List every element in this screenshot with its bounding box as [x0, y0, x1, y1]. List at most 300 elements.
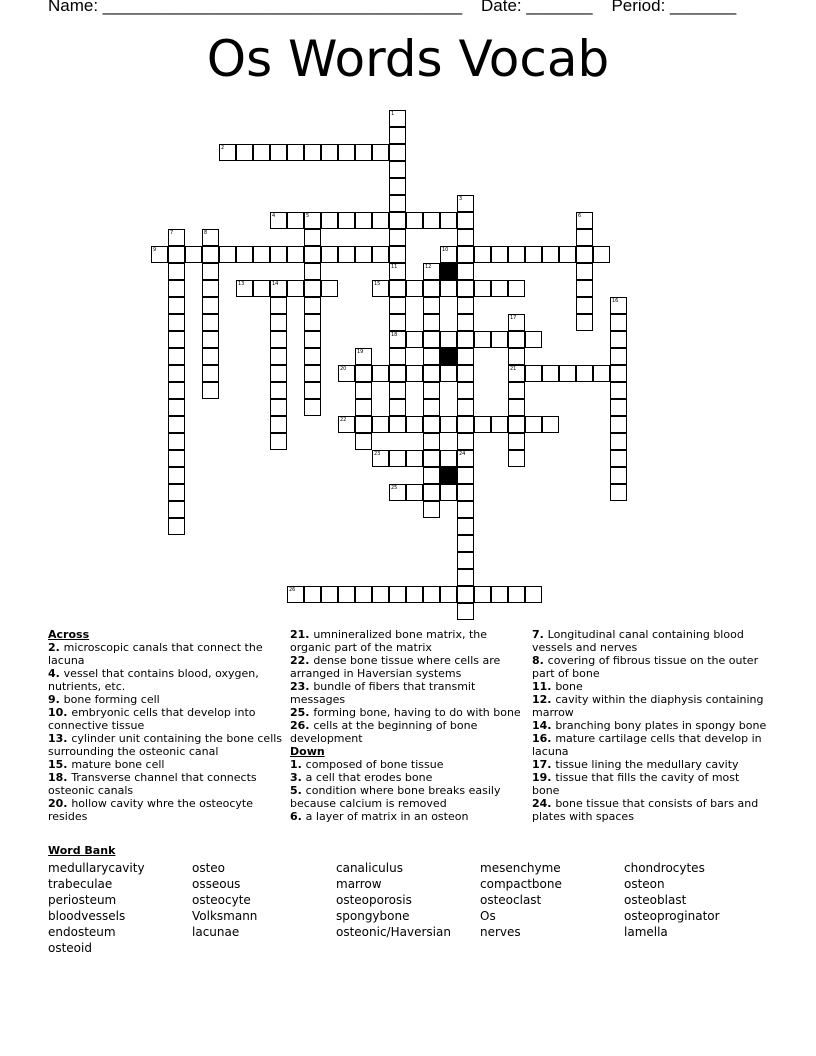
- clue-number: 12: [425, 264, 432, 270]
- crossword-cell[interactable]: [508, 399, 525, 416]
- crossword-cell[interactable]: [457, 263, 474, 280]
- crossword-cell[interactable]: [168, 518, 185, 535]
- clue-number: 11: [391, 264, 398, 270]
- crossword-cell[interactable]: [270, 348, 287, 365]
- crossword-cell[interactable]: [202, 263, 219, 280]
- crossword-cell[interactable]: [236, 280, 253, 297]
- word-bank-item: osteoblast: [624, 893, 687, 907]
- period-field[interactable]: Period: _______: [611, 0, 737, 15]
- crossword-cell[interactable]: [338, 586, 355, 603]
- crossword-cell[interactable]: [304, 382, 321, 399]
- clue-num: 9.: [48, 693, 64, 706]
- crossword-cell[interactable]: [270, 314, 287, 331]
- crossword-cell[interactable]: [389, 382, 406, 399]
- crossword-cell[interactable]: [236, 246, 253, 263]
- crossword-cell[interactable]: [389, 161, 406, 178]
- crossword-cell[interactable]: [372, 586, 389, 603]
- crossword-cell[interactable]: [457, 501, 474, 518]
- crossword-cell[interactable]: [321, 586, 338, 603]
- crossword-cell[interactable]: [355, 246, 372, 263]
- clue-num: 15.: [48, 758, 72, 771]
- blocked-cell: [440, 467, 457, 484]
- crossword-cell[interactable]: [287, 144, 304, 161]
- clue-text: bone: [555, 680, 583, 693]
- crossword-cell[interactable]: [474, 586, 491, 603]
- crossword-cell[interactable]: [457, 348, 474, 365]
- crossword-cell[interactable]: [457, 569, 474, 586]
- crossword-cell[interactable]: [355, 365, 372, 382]
- crossword-cell[interactable]: [508, 348, 525, 365]
- crossword-cell[interactable]: [304, 297, 321, 314]
- crossword-cell[interactable]: [168, 382, 185, 399]
- word-bank-item: osseous: [192, 877, 241, 891]
- crossword-cell[interactable]: [423, 263, 440, 280]
- crossword-cell[interactable]: [406, 484, 423, 501]
- crossword-cell[interactable]: [389, 212, 406, 229]
- word-bank-item: Os: [480, 909, 496, 923]
- crossword-cell[interactable]: [168, 501, 185, 518]
- crossword-cell[interactable]: [168, 280, 185, 297]
- crossword-cell[interactable]: [457, 314, 474, 331]
- crossword-cell[interactable]: [168, 416, 185, 433]
- crossword-cell[interactable]: [423, 484, 440, 501]
- crossword-cell[interactable]: [457, 365, 474, 382]
- crossword-cell[interactable]: [474, 246, 491, 263]
- word-bank-item: osteoclast: [480, 893, 542, 907]
- crossword-cell[interactable]: [576, 314, 593, 331]
- word-bank-item: compactbone: [480, 877, 562, 891]
- crossword-cell[interactable]: [457, 382, 474, 399]
- crossword-cell[interactable]: [321, 280, 338, 297]
- crossword-cell[interactable]: [423, 450, 440, 467]
- clue: [290, 810, 526, 823]
- crossword-cell[interactable]: [593, 365, 610, 382]
- clue-number: 9: [153, 247, 157, 253]
- crossword-cell[interactable]: [457, 467, 474, 484]
- crossword-cell[interactable]: [253, 144, 270, 161]
- crossword-cell[interactable]: [168, 331, 185, 348]
- crossword-cell[interactable]: [270, 365, 287, 382]
- crossword-cell[interactable]: [389, 586, 406, 603]
- crossword-cell[interactable]: [457, 229, 474, 246]
- crossword-cell[interactable]: [389, 144, 406, 161]
- crossword-cell[interactable]: [304, 314, 321, 331]
- crossword-cell[interactable]: [457, 433, 474, 450]
- crossword-cell[interactable]: [610, 382, 627, 399]
- crossword-cell[interactable]: [168, 246, 185, 263]
- crossword-cell[interactable]: [355, 212, 372, 229]
- crossword-cell[interactable]: [508, 382, 525, 399]
- crossword-cell[interactable]: [508, 331, 525, 348]
- crossword-cell[interactable]: [372, 416, 389, 433]
- crossword-cell[interactable]: [576, 212, 593, 229]
- crossword-cell[interactable]: [474, 416, 491, 433]
- crossword-cell[interactable]: [389, 348, 406, 365]
- crossword-cell[interactable]: [389, 229, 406, 246]
- crossword-cell[interactable]: [389, 416, 406, 433]
- crossword-cell[interactable]: [593, 246, 610, 263]
- crossword-cell[interactable]: [287, 586, 304, 603]
- crossword-cell[interactable]: [457, 331, 474, 348]
- crossword-cell[interactable]: [304, 586, 321, 603]
- crossword-cell[interactable]: [202, 348, 219, 365]
- word-bank-item: osteocyte: [192, 893, 251, 907]
- crossword-cell[interactable]: [474, 280, 491, 297]
- crossword-cell[interactable]: [219, 246, 236, 263]
- crossword-cell[interactable]: [491, 416, 508, 433]
- clue-number: 22: [340, 417, 347, 423]
- crossword-cell[interactable]: [457, 297, 474, 314]
- crossword-cell[interactable]: [304, 331, 321, 348]
- crossword-cell[interactable]: [457, 416, 474, 433]
- crossword-cell[interactable]: [440, 365, 457, 382]
- crossword-cell[interactable]: [508, 450, 525, 467]
- crossword-cell[interactable]: [525, 416, 542, 433]
- crossword-cell[interactable]: [423, 467, 440, 484]
- crossword-cell[interactable]: [287, 212, 304, 229]
- crossword-cell[interactable]: [542, 365, 559, 382]
- crossword-cell[interactable]: [457, 484, 474, 501]
- crossword-cell[interactable]: [576, 365, 593, 382]
- clue-num: 11.: [532, 680, 556, 693]
- clue-text: forming bone, having to do with bone: [313, 706, 521, 719]
- clue-num: 10.: [48, 706, 72, 719]
- crossword-cell[interactable]: [508, 246, 525, 263]
- crossword-cell[interactable]: [202, 297, 219, 314]
- crossword-cell[interactable]: [474, 331, 491, 348]
- crossword-cell[interactable]: [610, 450, 627, 467]
- crossword-cell[interactable]: [406, 416, 423, 433]
- crossword-cell[interactable]: [508, 314, 525, 331]
- crossword-cell[interactable]: [406, 450, 423, 467]
- crossword-cell[interactable]: [389, 331, 406, 348]
- crossword-cell[interactable]: [304, 280, 321, 297]
- crossword-cell[interactable]: [287, 280, 304, 297]
- crossword-cell[interactable]: [270, 297, 287, 314]
- crossword-cell[interactable]: [355, 144, 372, 161]
- clue-num: 22.: [290, 654, 314, 667]
- crossword-cell[interactable]: [304, 399, 321, 416]
- clue: [48, 667, 284, 693]
- crossword-cell[interactable]: [610, 467, 627, 484]
- crossword-cell[interactable]: [304, 229, 321, 246]
- word-bank-item: endosteum: [48, 925, 116, 939]
- clue-num: 20.: [48, 797, 72, 810]
- crossword-cell[interactable]: [440, 416, 457, 433]
- crossword-cell[interactable]: [457, 212, 474, 229]
- crossword-cell[interactable]: [491, 280, 508, 297]
- crossword-cell[interactable]: [389, 246, 406, 263]
- crossword-cell[interactable]: [202, 229, 219, 246]
- crossword-cell[interactable]: [372, 365, 389, 382]
- crossword-cell[interactable]: [457, 535, 474, 552]
- crossword-cell[interactable]: [491, 331, 508, 348]
- crossword-cell[interactable]: [253, 246, 270, 263]
- crossword-cell[interactable]: [457, 603, 474, 620]
- clue-text: vessel that contains blood, oxygen, nutrients, etc.: [48, 667, 259, 693]
- crossword-cell[interactable]: [423, 297, 440, 314]
- clue-text: microscopic canals that connect the lacuna: [48, 641, 263, 667]
- crossword-cell[interactable]: [389, 110, 406, 127]
- crossword-cell[interactable]: [151, 246, 168, 263]
- clue-number: 5: [306, 213, 310, 219]
- crossword-cell[interactable]: [321, 144, 338, 161]
- crossword-cell[interactable]: [525, 586, 542, 603]
- crossword-cell[interactable]: [406, 212, 423, 229]
- crossword-cell[interactable]: [508, 365, 525, 382]
- crossword-cell[interactable]: [610, 348, 627, 365]
- clue-number: 10: [442, 247, 449, 253]
- crossword-cell[interactable]: [168, 314, 185, 331]
- crossword-cell[interactable]: [423, 382, 440, 399]
- crossword-cell[interactable]: [202, 314, 219, 331]
- crossword-cell[interactable]: [610, 331, 627, 348]
- crossword-cell[interactable]: [457, 246, 474, 263]
- clue-number: 20: [340, 366, 347, 372]
- name-field[interactable]: Name: ______________________________________: [48, 0, 463, 15]
- crossword-cell[interactable]: [457, 195, 474, 212]
- crossword-cell[interactable]: [525, 246, 542, 263]
- crossword-cell[interactable]: [542, 246, 559, 263]
- crossword-cell[interactable]: [508, 433, 525, 450]
- crossword-cell[interactable]: [406, 365, 423, 382]
- crossword-cell[interactable]: [423, 501, 440, 518]
- crossword-cell[interactable]: [168, 450, 185, 467]
- crossword-cell[interactable]: [508, 416, 525, 433]
- crossword-cell[interactable]: [338, 212, 355, 229]
- crossword-cell[interactable]: [406, 331, 423, 348]
- crossword-cell[interactable]: [423, 586, 440, 603]
- crossword-cell[interactable]: [440, 280, 457, 297]
- crossword-cell[interactable]: [457, 450, 474, 467]
- crossword-cell[interactable]: [389, 263, 406, 280]
- clue-number: 17: [510, 315, 517, 321]
- crossword-cell[interactable]: [202, 382, 219, 399]
- crossword-cell[interactable]: [304, 263, 321, 280]
- clue-text: a layer of matrix in an osteon: [305, 810, 469, 823]
- crossword-cell[interactable]: [508, 586, 525, 603]
- crossword-cell[interactable]: [525, 365, 542, 382]
- word-bank-item: mesenchyme: [480, 861, 561, 875]
- clue-num: 14.: [532, 719, 556, 732]
- crossword-cell[interactable]: [389, 314, 406, 331]
- crossword-cell[interactable]: [355, 399, 372, 416]
- crossword-cell[interactable]: [304, 144, 321, 161]
- crossword-cell[interactable]: [389, 127, 406, 144]
- crossword-cell[interactable]: [576, 280, 593, 297]
- crossword-cell[interactable]: [270, 399, 287, 416]
- crossword-cell[interactable]: [338, 246, 355, 263]
- crossword-cell[interactable]: [168, 467, 185, 484]
- crossword-cell[interactable]: [338, 144, 355, 161]
- crossword-cell[interactable]: [389, 195, 406, 212]
- clue: [532, 680, 768, 693]
- clue: [48, 706, 284, 732]
- crossword-cell[interactable]: [202, 365, 219, 382]
- word-bank-item: osteonic/Haversian: [336, 925, 451, 939]
- crossword-cell[interactable]: [270, 212, 287, 229]
- crossword-cell[interactable]: [372, 280, 389, 297]
- crossword-cell[interactable]: [440, 484, 457, 501]
- crossword-cell[interactable]: [423, 212, 440, 229]
- crossword-cell[interactable]: [168, 399, 185, 416]
- crossword-cell[interactable]: [576, 246, 593, 263]
- clue-number: 14: [272, 281, 279, 287]
- crossword-cell[interactable]: [355, 382, 372, 399]
- word-bank-item: osteon: [624, 877, 665, 891]
- clue: [290, 654, 526, 680]
- clue: [532, 693, 768, 719]
- crossword-cell[interactable]: [168, 433, 185, 450]
- crossword-cell[interactable]: [610, 314, 627, 331]
- crossword-cell[interactable]: [372, 144, 389, 161]
- crossword-cell[interactable]: [168, 365, 185, 382]
- crossword-cell[interactable]: [423, 280, 440, 297]
- crossword-cell[interactable]: [610, 365, 627, 382]
- crossword-cell[interactable]: [253, 280, 270, 297]
- crossword-cell[interactable]: [355, 348, 372, 365]
- crossword-cell[interactable]: [440, 331, 457, 348]
- crossword-cell[interactable]: [355, 586, 372, 603]
- clue-number: 3: [459, 196, 463, 202]
- clue-number: 23: [374, 451, 381, 457]
- word-bank-item: canaliculus: [336, 861, 403, 875]
- crossword-cell[interactable]: [168, 297, 185, 314]
- crossword-cell[interactable]: [389, 297, 406, 314]
- clue: [290, 771, 526, 784]
- crossword-cell[interactable]: [304, 365, 321, 382]
- crossword-cell[interactable]: [389, 365, 406, 382]
- crossword-cell[interactable]: [168, 229, 185, 246]
- clues-column-3: [532, 628, 768, 823]
- crossword-cell[interactable]: [270, 433, 287, 450]
- crossword-cell[interactable]: [270, 416, 287, 433]
- crossword-cell[interactable]: [270, 144, 287, 161]
- crossword-cell[interactable]: [423, 314, 440, 331]
- crossword-cell[interactable]: [508, 280, 525, 297]
- clue-num: 8.: [532, 654, 548, 667]
- clue-number: 6: [578, 213, 582, 219]
- clue-number: 18: [391, 332, 398, 338]
- crossword-cell[interactable]: [576, 297, 593, 314]
- crossword-cell[interactable]: [355, 433, 372, 450]
- crossword-cell[interactable]: [236, 144, 253, 161]
- crossword-cell[interactable]: [491, 246, 508, 263]
- clue-text: mature cartilage cells that develop in lacuna: [532, 732, 762, 758]
- crossword-cell[interactable]: [389, 484, 406, 501]
- crossword-cell[interactable]: [576, 229, 593, 246]
- crossword-cell[interactable]: [389, 399, 406, 416]
- crossword-cell[interactable]: [270, 331, 287, 348]
- crossword-cell[interactable]: [423, 331, 440, 348]
- crossword-cell[interactable]: [389, 280, 406, 297]
- clue-num: 7.: [532, 628, 548, 641]
- crossword-cell[interactable]: [287, 246, 304, 263]
- crossword-cell[interactable]: [406, 586, 423, 603]
- crossword-cell[interactable]: [457, 518, 474, 535]
- crossword-cell[interactable]: [372, 212, 389, 229]
- clue-number: 8: [204, 230, 208, 236]
- crossword-cell[interactable]: [525, 331, 542, 348]
- crossword-cell[interactable]: [202, 246, 219, 263]
- clue-num: 3.: [290, 771, 306, 784]
- crossword-cell[interactable]: [304, 212, 321, 229]
- crossword-cell[interactable]: [406, 280, 423, 297]
- crossword-cell[interactable]: [559, 365, 576, 382]
- crossword-cell[interactable]: [423, 433, 440, 450]
- crossword-cell[interactable]: [270, 246, 287, 263]
- crossword-cell[interactable]: [304, 246, 321, 263]
- crossword-cell[interactable]: [270, 382, 287, 399]
- crossword-cell[interactable]: [185, 246, 202, 263]
- crossword-cell[interactable]: [542, 416, 559, 433]
- crossword-cell[interactable]: [202, 280, 219, 297]
- date-field[interactable]: Date: _______: [480, 0, 593, 15]
- crossword-cell[interactable]: [440, 586, 457, 603]
- crossword-cell[interactable]: [576, 263, 593, 280]
- clue: [532, 732, 768, 758]
- crossword-cell[interactable]: [202, 331, 219, 348]
- crossword-cell[interactable]: [440, 212, 457, 229]
- clue-text: composed of bone tissue: [305, 758, 444, 771]
- clue-number: 21: [510, 366, 517, 372]
- crossword-cell[interactable]: [440, 450, 457, 467]
- crossword-cell[interactable]: [423, 365, 440, 382]
- crossword-cell[interactable]: [168, 348, 185, 365]
- crossword-cell[interactable]: [338, 416, 355, 433]
- crossword-cell[interactable]: [440, 246, 457, 263]
- crossword-cell[interactable]: [304, 348, 321, 365]
- word-bank-item: chondrocytes: [624, 861, 705, 875]
- crossword-cell[interactable]: [389, 178, 406, 195]
- crossword-cell[interactable]: [423, 416, 440, 433]
- crossword-cell[interactable]: [457, 552, 474, 569]
- crossword-cell[interactable]: [610, 399, 627, 416]
- crossword-cell[interactable]: [423, 399, 440, 416]
- crossword-cell[interactable]: [610, 484, 627, 501]
- crossword-cell[interactable]: [491, 586, 508, 603]
- crossword-cell[interactable]: [168, 484, 185, 501]
- clue: [532, 628, 768, 654]
- crossword-cell[interactable]: [372, 450, 389, 467]
- crossword-cell[interactable]: [610, 433, 627, 450]
- crossword-cell[interactable]: [559, 246, 576, 263]
- crossword-cell[interactable]: [355, 416, 372, 433]
- crossword-cell[interactable]: [270, 280, 287, 297]
- clue-num: 4.: [48, 667, 64, 680]
- clue-text: hollow cavity whre the osteocyte resides: [48, 797, 254, 823]
- crossword-cell[interactable]: [338, 365, 355, 382]
- clue: [48, 797, 284, 823]
- crossword-cell[interactable]: [457, 280, 474, 297]
- crossword-cell[interactable]: [321, 212, 338, 229]
- crossword-cell[interactable]: [610, 297, 627, 314]
- crossword-cell[interactable]: [457, 399, 474, 416]
- crossword-cell[interactable]: [321, 246, 338, 263]
- crossword-cell[interactable]: [389, 450, 406, 467]
- clue: [290, 706, 526, 719]
- clue: [290, 784, 526, 810]
- clue-text: Transverse channel that connects osteonic canals: [48, 771, 257, 797]
- clue-text: tissue lining the medullary cavity: [555, 758, 739, 771]
- clue-number: 19: [357, 349, 364, 355]
- crossword-cell[interactable]: [457, 586, 474, 603]
- crossword-cell[interactable]: [168, 263, 185, 280]
- crossword-cell[interactable]: [372, 246, 389, 263]
- crossword-cell[interactable]: [610, 416, 627, 433]
- crossword-cell[interactable]: [423, 348, 440, 365]
- crossword-cell[interactable]: [219, 144, 236, 161]
